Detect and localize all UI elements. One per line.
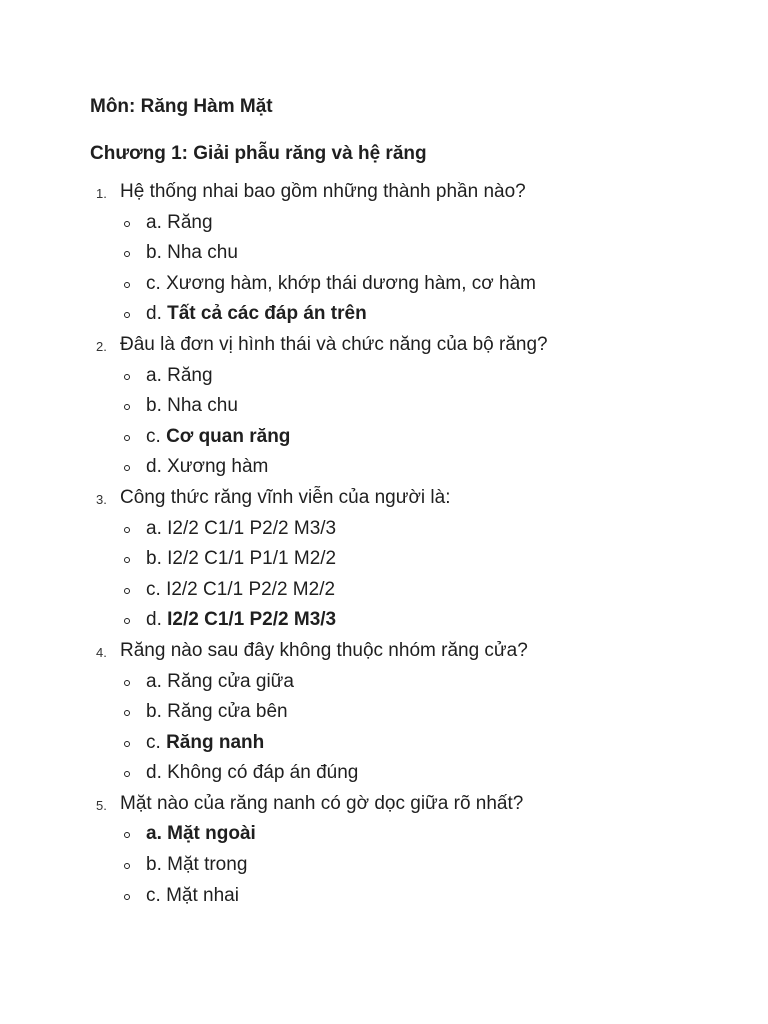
- option-prefix: b.: [146, 854, 168, 876]
- option-text: Xương hàm: [167, 456, 269, 478]
- option-prefix: c.: [146, 272, 167, 294]
- option-text: Răng: [167, 211, 213, 233]
- option-item: [0, 452, 768, 483]
- hollow-bullet-icon: [124, 771, 130, 777]
- option-item-answer: [0, 819, 768, 850]
- hollow-bullet-icon: [124, 618, 130, 624]
- option-item: [0, 758, 768, 789]
- option-item-answer: [0, 422, 768, 453]
- hollow-bullet-icon: [124, 374, 130, 380]
- option-item-answer: [0, 728, 768, 759]
- option-prefix: d.: [146, 456, 168, 478]
- option-item: [0, 881, 768, 912]
- hollow-bullet-icon: [124, 527, 130, 533]
- option-text-answer: I2/2 C1/1 P2/2 M3/3: [167, 609, 337, 631]
- option-list: [0, 819, 768, 911]
- option-prefix: b.: [146, 395, 168, 417]
- option-text: Mặt trong: [167, 854, 248, 876]
- subject-heading: Môn: Răng Hàm Mặt: [90, 96, 273, 117]
- chapter-heading: Chương 1: Giải phẫu răng và hệ răng: [90, 143, 427, 164]
- question-text: Hệ thống nhai bao gồm những thành phần nào?: [120, 181, 526, 202]
- option-text: I2/2 C1/1 P1/1 M2/2: [167, 548, 337, 570]
- question-item: [0, 483, 768, 636]
- option-prefix: c.: [146, 578, 167, 600]
- hollow-bullet-icon: [124, 557, 130, 563]
- question-text: Mặt nào của răng nanh có gờ dọc giữa rõ nhất?: [120, 792, 524, 814]
- option-item: [0, 544, 768, 575]
- option-item: [0, 238, 768, 269]
- option-prefix: d.: [146, 762, 168, 784]
- hollow-bullet-icon: [124, 221, 130, 227]
- hollow-bullet-icon: [124, 863, 130, 869]
- option-item: [0, 514, 768, 545]
- option-prefix: a.: [146, 517, 168, 539]
- option-text: Không có đáp án đúng: [167, 762, 359, 784]
- question-text: Răng nào sau đây không thuộc nhóm răng cửa?: [120, 639, 528, 661]
- question-number: 1.: [96, 186, 107, 201]
- option-item: [0, 269, 768, 300]
- option-text-answer: Răng nanh: [166, 731, 265, 753]
- option-prefix: c.: [146, 884, 167, 906]
- question-item: [0, 177, 768, 330]
- question-number: 4.: [96, 644, 107, 660]
- option-item: [0, 667, 768, 698]
- option-item: [0, 575, 768, 606]
- option-prefix: c.: [146, 731, 167, 753]
- option-item: [0, 697, 768, 728]
- option-prefix: d.: [146, 303, 168, 325]
- option-item-answer: [0, 299, 768, 330]
- question-number: 2.: [96, 338, 107, 354]
- option-prefix: a.: [146, 364, 168, 386]
- hollow-bullet-icon: [124, 588, 130, 594]
- option-item: [0, 850, 768, 881]
- hollow-bullet-icon: [124, 465, 130, 471]
- option-text: Răng: [167, 364, 213, 386]
- option-text: I2/2 C1/1 P2/2 M3/3: [167, 517, 337, 539]
- option-item-answer: [0, 605, 768, 636]
- option-list: [0, 208, 768, 330]
- option-item: [0, 361, 768, 392]
- option-text: Nha chu: [167, 242, 238, 264]
- hollow-bullet-icon: [124, 710, 130, 716]
- hollow-bullet-icon: [124, 680, 130, 686]
- question-number: 5.: [96, 797, 107, 813]
- option-prefix: a.: [146, 670, 168, 692]
- option-prefix: b.: [146, 242, 168, 264]
- option-list: [0, 514, 768, 636]
- question-number: 3.: [96, 491, 107, 507]
- option-prefix: a.: [146, 211, 168, 233]
- hollow-bullet-icon: [124, 435, 130, 441]
- option-prefix: d.: [146, 609, 168, 631]
- option-text-answer: Tất cả các đáp án trên: [167, 303, 367, 325]
- option-text-answer: Cơ quan răng: [166, 425, 291, 447]
- option-text: Xương hàm, khớp thái dương hàm, cơ hàm: [166, 272, 537, 294]
- hollow-bullet-icon: [124, 251, 130, 257]
- option-prefix: a.: [146, 823, 168, 845]
- hollow-bullet-icon: [124, 741, 130, 747]
- option-list: [0, 361, 768, 483]
- option-prefix: b.: [146, 701, 168, 723]
- question-item: [0, 330, 768, 483]
- question-text: Công thức răng vĩnh viễn của người là:: [120, 486, 451, 508]
- option-item: [0, 391, 768, 422]
- option-text: I2/2 C1/1 P2/2 M2/2: [166, 578, 336, 600]
- question-text: Đâu là đơn vị hình thái và chức năng của bộ răng?: [120, 333, 548, 355]
- hollow-bullet-icon: [124, 282, 130, 288]
- hollow-bullet-icon: [124, 312, 130, 318]
- option-text-answer: Mặt ngoài: [167, 823, 256, 845]
- option-prefix: c.: [146, 425, 167, 447]
- hollow-bullet-icon: [124, 894, 130, 900]
- option-prefix: b.: [146, 548, 168, 570]
- question-item: [0, 789, 768, 911]
- option-item: [0, 208, 768, 239]
- option-text: Răng cửa giữa: [167, 670, 294, 692]
- question-list: [0, 177, 768, 911]
- hollow-bullet-icon: [124, 404, 130, 410]
- option-list: [0, 667, 768, 789]
- option-text: Mặt nhai: [166, 884, 239, 906]
- question-item: [0, 636, 768, 789]
- option-text: Răng cửa bên: [167, 701, 288, 723]
- option-text: Nha chu: [167, 395, 238, 417]
- hollow-bullet-icon: [124, 832, 130, 838]
